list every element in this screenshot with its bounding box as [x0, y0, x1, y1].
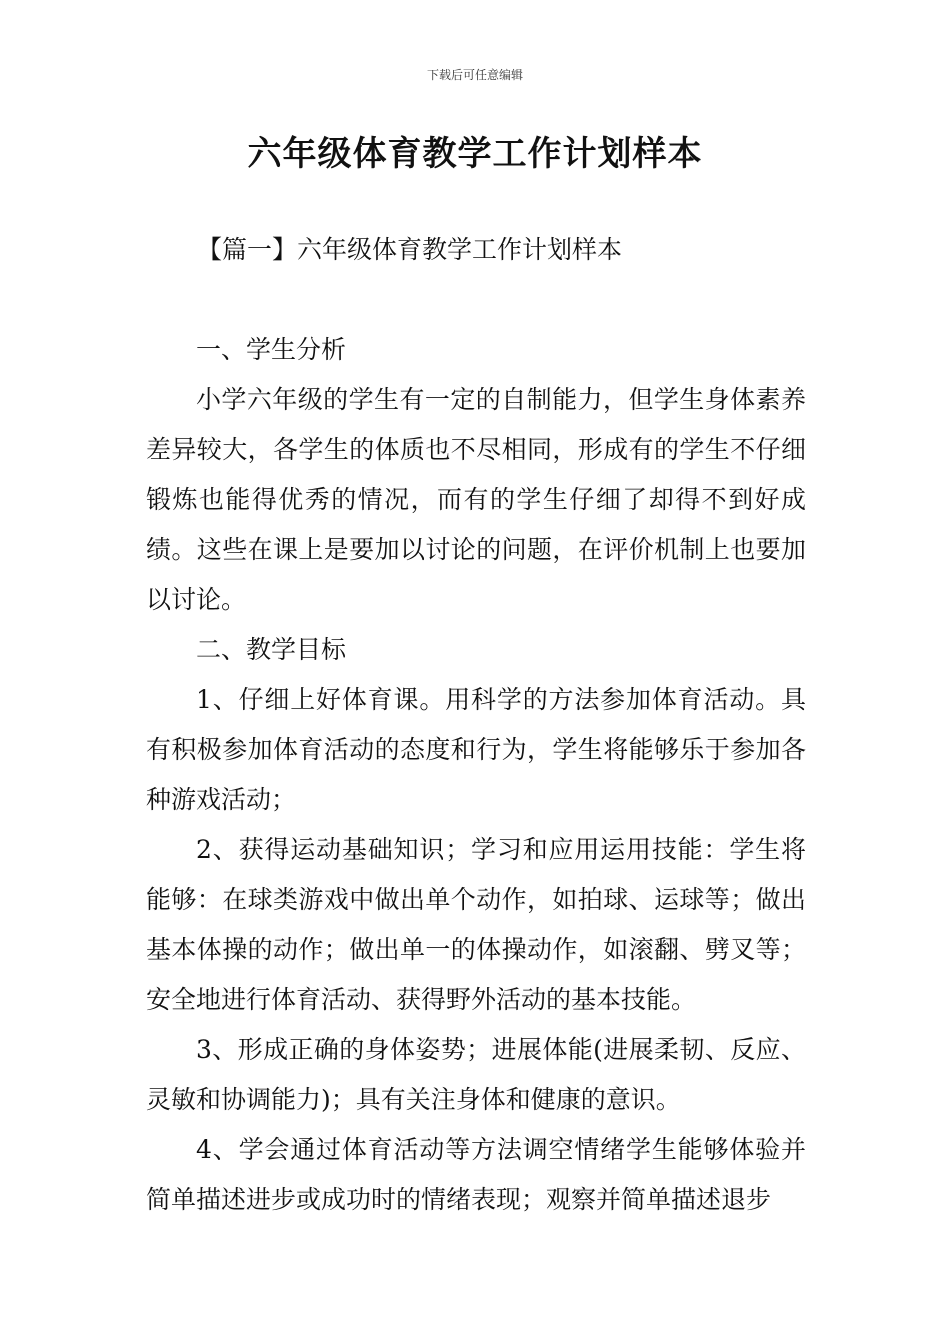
header-note: 下载后可任意编辑: [426, 68, 523, 82]
paragraph-goal-4: 4、学会通过体育活动等方法调空情绪学生能够体验并简单描述进步或成功时的情绪表现；观察并简单描述退步: [146, 1135, 806, 1214]
paragraph-goal-3: 3、形成正确的身体姿势；进展体能(进展柔韧、反应、灵敏和协调能力)；具有关注身体和健康的意识。: [146, 1035, 806, 1114]
heading-teaching-goals: 二、教学目标: [196, 635, 347, 664]
paragraph-student-analysis: 小学六年级的学生有一定的自制能力，但学生身体素养差异较大，各学生的体质也不尽相同，形成有的学生不仔细锻炼也能得优秀的情况，而有的学生仔细了却得不到好成绩。这些在课上是要加以讨论的问题，在评价机制上也要加以讨论。: [146, 385, 806, 614]
document-title: 六年级体育教学工作计划样本: [247, 134, 703, 174]
section-heading: 【篇一】六年级体育教学工作计划样本: [197, 235, 623, 264]
document-body: [146, 325, 806, 1225]
paragraph-goal-1: 1、仔细上好体育课。用科学的方法参加体育活动。具有积极参加体育活动的态度和行为，学生将能够乐于参加各种游戏活动；: [146, 685, 806, 814]
heading-student-analysis: 一、学生分析: [196, 335, 347, 364]
paragraph-goal-2: 2、获得运动基础知识；学习和应用运用技能：学生将能够：在球类游戏中做出单个动作，如拍球、运球等；做出基本体操的动作；做出单一的体操动作，如滚翻、劈叉等；安全地进行体育活动、获得野外活动的基本技能。: [146, 835, 806, 1014]
